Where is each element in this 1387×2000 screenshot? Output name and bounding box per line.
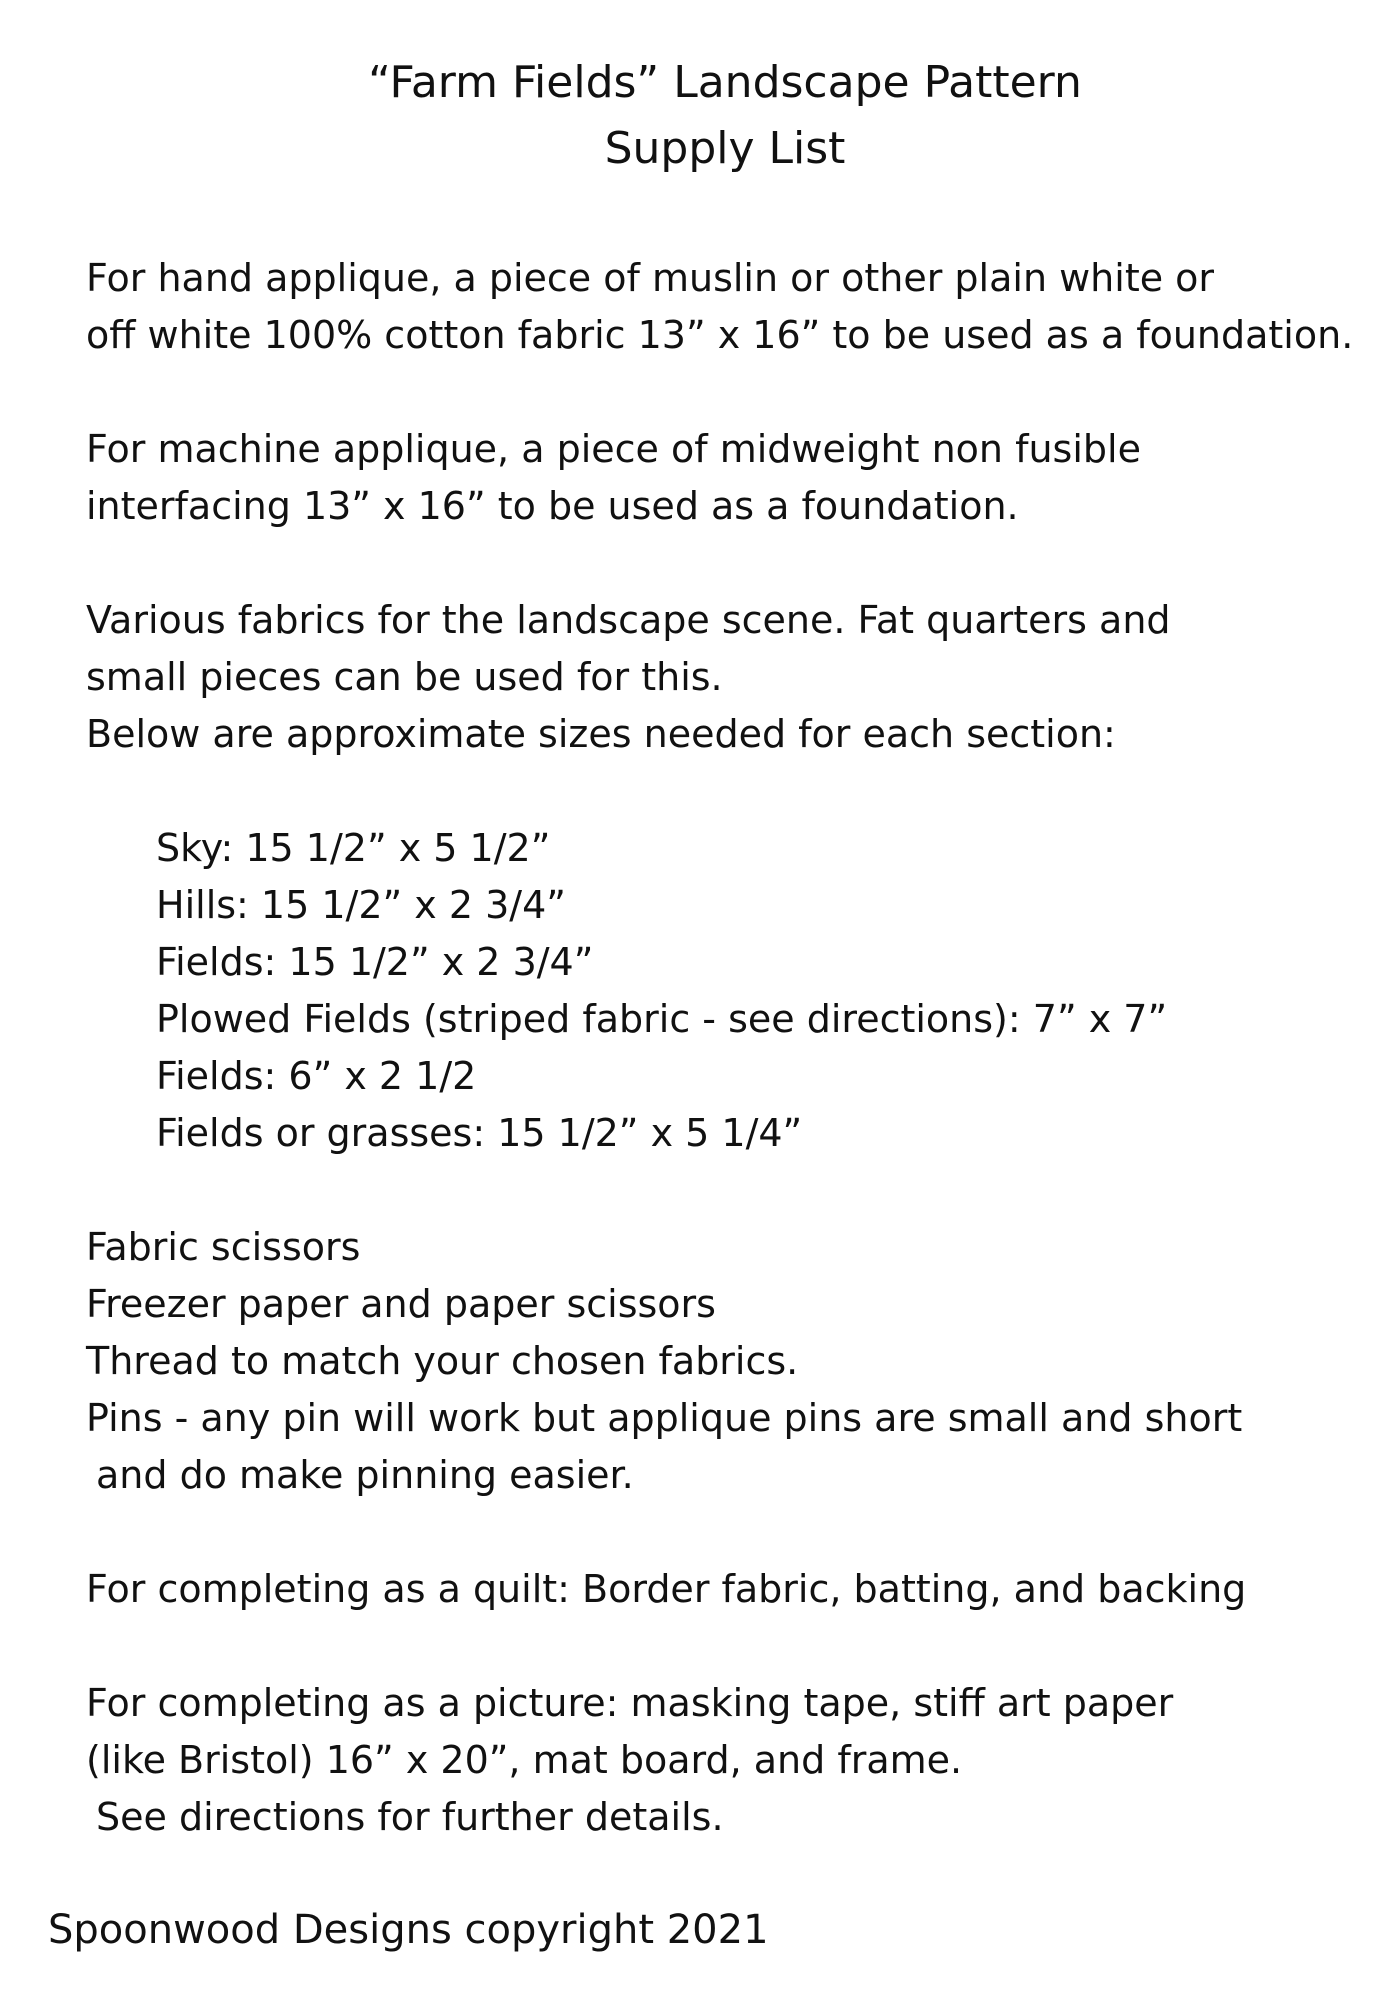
machine-applique-paragraph	[86, 421, 1353, 535]
text-line: off white 100% cotton fabric 13” x 16” to be used as a foundation.	[86, 313, 1354, 357]
quilt-paragraph: For completing as a quilt: Border fabric, batting, and backing	[86, 1567, 1247, 1611]
text-line: For completing as a picture: masking tape, stiff art paper	[86, 1681, 1174, 1725]
list-item: and do make pinning easier.	[96, 1453, 634, 1497]
copyright-footer: Spoonwood Designs copyright 2021	[48, 1907, 769, 1953]
text-line: small pieces can be used for this.	[86, 655, 723, 699]
list-item: Fields or grasses: 15 1/2” x 5 1/4”	[156, 1111, 803, 1155]
text-line: For hand applique, a piece of muslin or other plain white or	[86, 256, 1215, 300]
title-line-2: Supply List	[604, 123, 846, 174]
list-item: Fields: 6” x 2 1/2	[156, 1054, 477, 1098]
picture-paragraph	[86, 1675, 1353, 1846]
text-line: For machine applique, a piece of midweight non fusible	[86, 427, 1141, 471]
text-line: Various fabrics for the landscape scene. Fat quarters and	[86, 598, 1171, 642]
list-item: Hills: 15 1/2” x 2 3/4”	[156, 883, 566, 927]
hand-applique-paragraph	[86, 250, 1353, 364]
list-item: Thread to match your chosen fabrics.	[86, 1339, 799, 1383]
fabrics-paragraph	[86, 592, 1353, 763]
tools-list	[86, 1219, 1353, 1504]
list-item: Freezer paper and paper scissors	[86, 1282, 716, 1326]
text-line: (like Bristol) 16” x 20”, mat board, and frame.	[86, 1738, 963, 1782]
list-item: Fields: 15 1/2” x 2 3/4”	[156, 940, 594, 984]
list-item: Plowed Fields (striped fabric - see directions): 7” x 7”	[156, 997, 1168, 1041]
list-item: Sky: 15 1/2” x 5 1/2”	[156, 826, 551, 870]
supply-list-body	[86, 250, 1353, 1846]
list-item: Fabric scissors	[86, 1225, 361, 1269]
text-line: See directions for further details.	[96, 1795, 724, 1839]
section-sizes-list	[86, 820, 1353, 1162]
title-line-1: “Farm Fields” Landscape Pattern	[368, 57, 1082, 108]
text-line: Below are approximate sizes needed for each section:	[86, 712, 1116, 756]
document-title	[0, 50, 1387, 182]
text-line: interfacing 13” x 16” to be used as a foundation.	[86, 484, 1019, 528]
list-item: Pins - any pin will work but applique pins are small and short	[86, 1396, 1243, 1440]
